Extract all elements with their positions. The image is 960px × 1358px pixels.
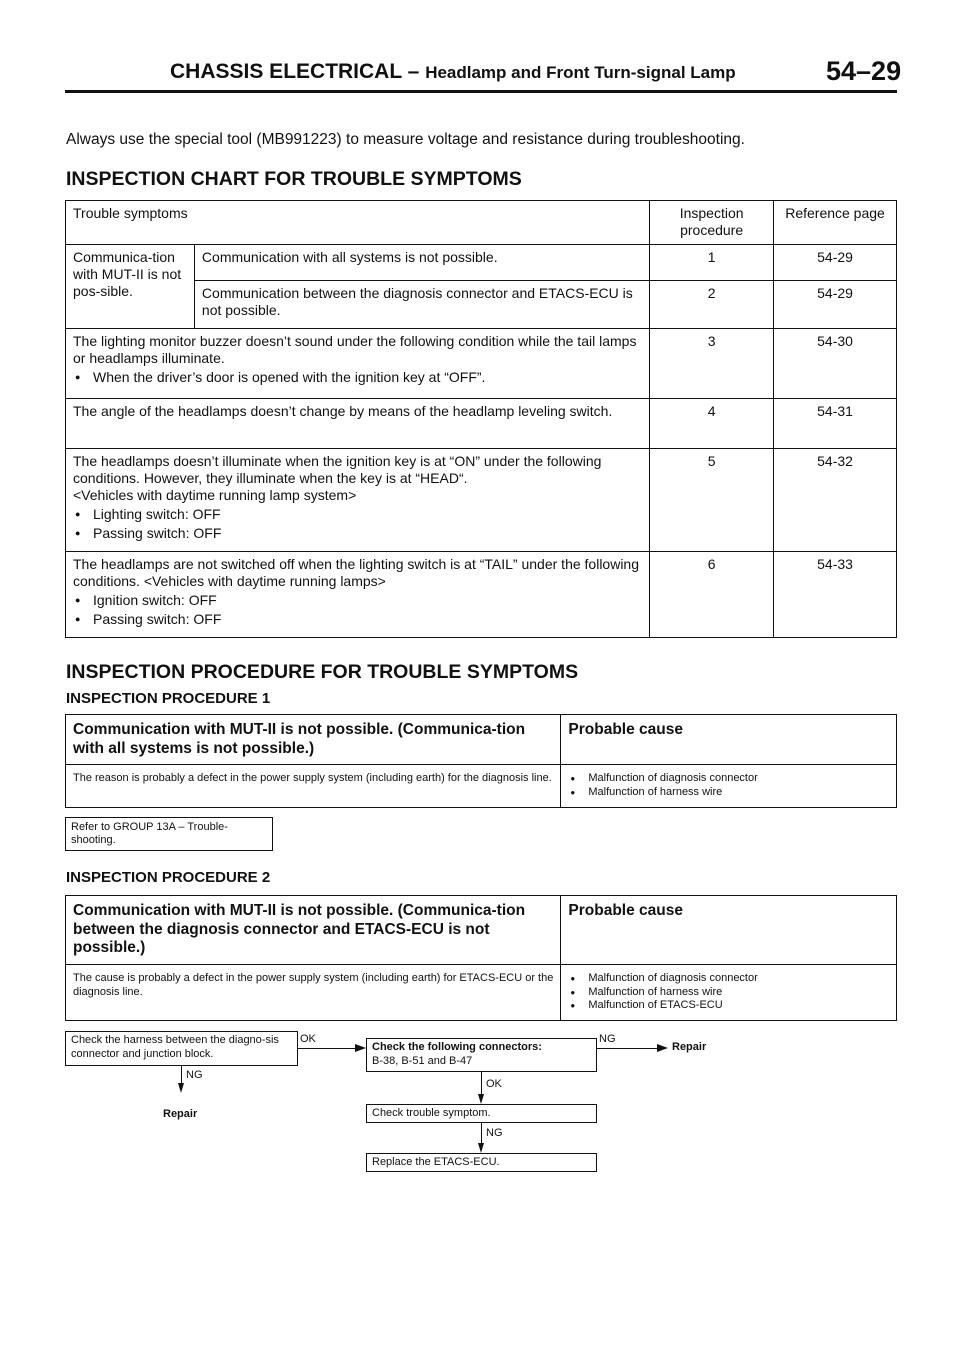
col-header-reference: Reference page [774, 201, 897, 245]
procedure-1-table [65, 714, 897, 808]
condition-bullet: ● Lighting switch: OFF [73, 506, 642, 523]
header-dash: – [407, 60, 420, 83]
table-row [66, 329, 897, 399]
symptom-text: The angle of the headlamps doesn’t change by means of the headlamp leveling switch. [66, 399, 650, 449]
condition-bullet: ● Ignition switch: OFF [73, 592, 642, 609]
table-row [66, 399, 897, 449]
procedure-1-title: Communication with MUT-II is not possible. (Communica-tion with all systems is not possible.) [66, 715, 561, 765]
col-header-procedure: Inspection procedure [650, 201, 774, 245]
header-rule [65, 90, 897, 93]
reference-page: 54-30 [774, 329, 897, 399]
arrow-head-icon [178, 1083, 184, 1093]
flow-label-ok: OK [300, 1033, 316, 1045]
condition-bullet: ● Passing switch: OFF [73, 525, 642, 542]
chart-header-row [66, 201, 897, 245]
arrow-head-icon [478, 1143, 484, 1153]
arrow-head-icon [657, 1044, 668, 1052]
connector-list: B-38, B-51 and B-47 [372, 1054, 473, 1067]
condition-bullet: ● When the driver’s door is opened with the ignition key at “OFF”. [73, 369, 642, 386]
flow-line [298, 1048, 355, 1049]
reference-page: 54-29 [774, 245, 897, 281]
procedure-number: 5 [650, 449, 774, 552]
procedure-2-heading: INSPECTION PROCEDURE 2 [66, 869, 271, 886]
symptom-cell [66, 552, 650, 638]
cause-item: ● Malfunction of diagnosis connector [568, 772, 889, 786]
reference-page: 54-31 [774, 399, 897, 449]
reference-page: 54-33 [774, 552, 897, 638]
table-row [66, 449, 897, 552]
procedures-title: INSPECTION PROCEDURE FOR TROUBLE SYMPTOMS [66, 661, 579, 683]
flow-line [181, 1066, 182, 1084]
flow-label-ok: OK [486, 1078, 502, 1090]
probable-cause-label: Probable cause [561, 715, 897, 765]
table-row [66, 552, 897, 638]
symptom-cell [66, 329, 650, 399]
symptom-text: The headlamps are not switched off when the lighting switch is at “TAIL” under the following conditions. <Vehicles with daytime running lamps> [73, 556, 640, 590]
intro-note: Always use the special tool (MB991223) to measure voltage and resistance during troubleshooting. [66, 131, 745, 148]
condition-bullet: ● Passing switch: OFF [73, 611, 642, 628]
procedure-number: 6 [650, 552, 774, 638]
running-header [170, 60, 736, 84]
flow-line [597, 1048, 657, 1049]
table-row [66, 245, 897, 281]
cause-item: ● Malfunction of diagnosis connector [568, 972, 889, 986]
section-subtitle: Headlamp and Front Turn-signal Lamp [425, 63, 736, 82]
flow-result-repair: Repair [163, 1108, 198, 1120]
reference-note: Refer to GROUP 13A – Trouble-shooting. [65, 817, 273, 851]
section-title: CHASSIS ELECTRICAL [170, 60, 402, 83]
inspection-chart [65, 200, 897, 638]
reference-page: 54-32 [774, 449, 897, 552]
procedure-number: 3 [650, 329, 774, 399]
reference-page: 54-29 [774, 281, 897, 329]
symptom-text: Communication between the diagnosis connector and ETACS-ECU is not possible. [194, 281, 649, 329]
procedure-1-description: The reason is probably a defect in the power supply system (including earth) for the diagnosis line. [66, 765, 561, 808]
group-label: Communica-tion with MUT-II is not pos-sible. [66, 245, 195, 329]
probable-cause-list [561, 765, 897, 808]
page-number: 54–29 [826, 56, 902, 86]
flow-label-ng: NG [186, 1069, 203, 1081]
procedure-number: 4 [650, 399, 774, 449]
flow-box-replace-ecu: Replace the ETACS-ECU. [366, 1153, 597, 1172]
symptom-cell [66, 449, 650, 552]
procedure-1-heading: INSPECTION PROCEDURE 1 [66, 690, 271, 707]
flow-label-ng: NG [486, 1127, 503, 1139]
arrow-head-icon [355, 1044, 366, 1052]
procedure-number: 2 [650, 281, 774, 329]
flow-line [481, 1072, 482, 1094]
probable-cause-list [561, 964, 897, 1020]
cause-item: ● Malfunction of ETACS-ECU [568, 999, 889, 1013]
symptom-text: The headlamps doesn’t illuminate when the ignition key is at “ON” under the following conditions. However, they illuminate when the key is at “HEAD“. [73, 453, 602, 487]
flow-box-connector-check [366, 1038, 597, 1072]
flow-result-repair: Repair [672, 1041, 707, 1053]
procedure-number: 1 [650, 245, 774, 281]
procedure-2-title: Communication with MUT-II is not possible. (Communica-tion between the diagnosis connector and ETACS-ECU is not possible.) [66, 896, 561, 965]
flow-box-harness-check: Check the harness between the diagno-sis connector and junction block. [65, 1031, 298, 1066]
chart-title: INSPECTION CHART FOR TROUBLE SYMPTOMS [66, 168, 522, 190]
symptom-qualifier: <Vehicles with daytime running lamp system> [73, 487, 357, 504]
col-header-symptoms: Trouble symptoms [66, 201, 650, 245]
connector-check-title: Check the following connectors: [372, 1041, 542, 1053]
symptom-text: The lighting monitor buzzer doesn’t sound under the following condition while the tail lamps or headlamps illuminate. [73, 333, 637, 367]
flow-line [481, 1123, 482, 1143]
arrow-head-icon [478, 1094, 484, 1104]
symptom-text: Communication with all systems is not possible. [194, 245, 649, 281]
cause-item: ● Malfunction of harness wire [568, 986, 889, 1000]
cause-item: ● Malfunction of harness wire [568, 786, 889, 800]
flow-label-ng: NG [599, 1033, 616, 1045]
procedure-2-description: The cause is probably a defect in the power supply system (including earth) for ETACS-ECU or the diagnosis line. [66, 964, 561, 1020]
probable-cause-label: Probable cause [561, 896, 897, 965]
flow-box-symptom-check: Check trouble symptom. [366, 1104, 597, 1123]
procedure-2-table [65, 895, 897, 1021]
